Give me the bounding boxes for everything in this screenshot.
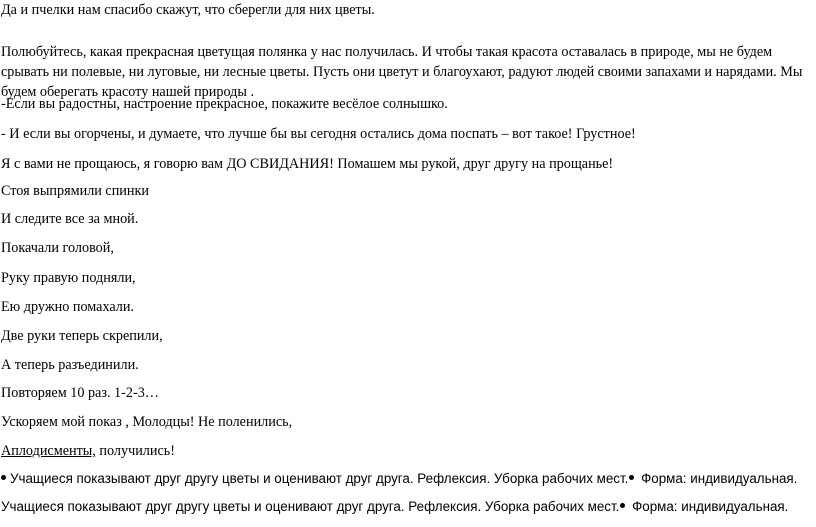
bullet-icon (620, 503, 625, 508)
applause-underlined: Аплодисменты, (1, 443, 96, 459)
bullet-icon (1, 475, 6, 480)
verse-speed-line: Ускоряем мой показ , Молодцы! Не поленились, (1, 414, 293, 430)
verse-line-3: Покачали головой, (1, 240, 114, 256)
reflection-bulleted-part1: Учащиеся показывают друг другу цветы и оценивают друг друга. Рефлексия. Уборка рабочих мест. (10, 471, 629, 486)
verse-line-1: Стоя выпрямили спинки (1, 183, 149, 199)
paragraph-goodbye: Я с вами не прощаюсь, я говорю вам ДО СВИДАНИЯ! Помашем мы рукой, друг другу на прощанье! (1, 156, 614, 172)
paragraph-bees: Да и пчелки нам спасибо скажут, что сберегли для них цветы. (1, 2, 375, 18)
verse-line-7: А теперь разъединили. (1, 357, 139, 373)
paragraph-sad: - И если вы огорчены, и думаете, что лучше бы вы сегодня остались дома поспать – вот такое! Грустное! (1, 126, 636, 142)
reflection-bulleted-part2: Форма: индивидуальная. (637, 471, 798, 486)
reflection-plain-part1: Учащиеся показывают друг другу цветы и оценивают друг друга. Рефлексия. Уборка рабочих мест. (1, 499, 620, 514)
verse-line-5: Ею дружно помахали. (1, 299, 135, 315)
applause-rest: получились! (95, 443, 175, 459)
paragraph-reflection-bulleted (1, 469, 810, 489)
reflection-plain-part2: Форма: индивидуальная. (628, 499, 789, 514)
verse-line-6: Две руки теперь скрепили, (1, 328, 163, 344)
paragraph-reflection-plain (1, 497, 810, 517)
verse-line-4: Руку правую подняли, (1, 270, 136, 286)
bullet-icon (629, 475, 634, 480)
verse-repeat-line: Повторяем 10 раз. 1-2-3… (1, 385, 159, 401)
paragraph-happy-sun: -Если вы радостны, настроение прекрасное, покажите весёлое солнышко. (1, 96, 448, 112)
verse-line-2: И следите все за мной. (1, 211, 139, 227)
paragraph-admire-meadow: Полюбуйтесь, какая прекрасная цветущая полянка у нас получилась. И чтобы такая красота оставалась в природе, мы не будем срывать ни полевые, ни луговые, ни лесные цветы. Пусть они цветут и благоухают, радуют людей своими запахами и нарядами. Мы будем оберегать красоту нашей природы . (1, 44, 803, 100)
paragraph-applause (1, 441, 810, 461)
